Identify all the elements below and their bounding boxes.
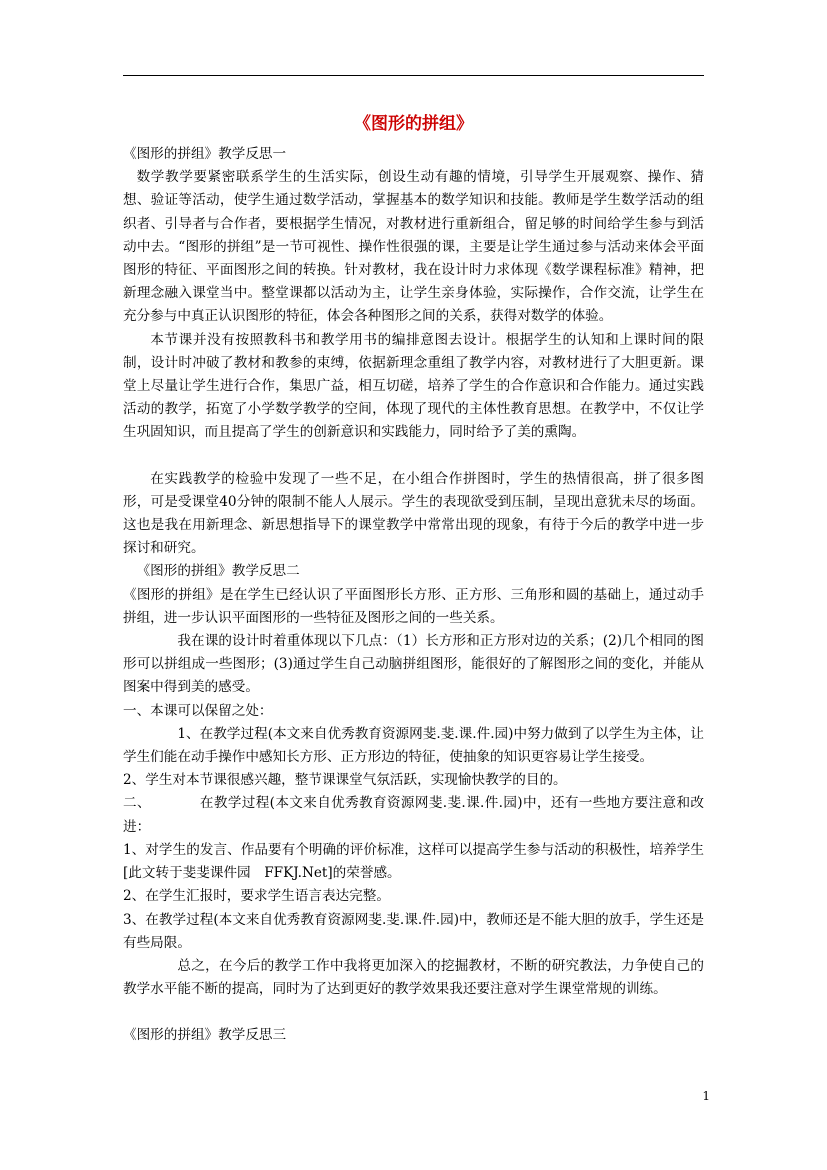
list-item: 1、对学生的发言、作品要有个明确的评价标准，这样可以提高学生参与活动的积极性，培养学生[此文转于斐斐课件园 FFKJ.Net]的荣誉感。 bbox=[123, 841, 704, 882]
paragraph: 本节课并没有按照教科书和教学用书的编排意图去设计。根据学生的认知和上课时间的限制，设计时冲破了教材和教参的束缚，依据新理念重组了教学内容，对教材进行了大胆更新。课堂上尽量让学生进行合作，集思广益，相互切磋，培养了学生的合作意识和合作能力。通过实践活动的教学，拓宽了小学数学教学的空间，体现了现代的主体性教育思想。在教学中，不仅让学生巩固知识，而且提高了学生的创新意识和实践能力，同时给予了美的熏陶。 bbox=[123, 331, 704, 441]
section-heading-2: 《图形的拼组》教学反思二 bbox=[136, 563, 300, 580]
header-rule bbox=[123, 75, 704, 76]
paragraph: 《图形的拼组》是在学生已经认识了平面图形长方形、正方形、三角形和圆的基础上，通过动手拼组，进一步认识平面图形的一些特征及图形之间的一些关系。 bbox=[123, 586, 704, 626]
list-item: 1、在教学过程(本文来自优秀教育资源网斐.斐.课.件.园)中努力做到了以学生为主体，让学生们能在动手操作中感知长方形、正方形边的特征，使抽象的知识更容易让学生接受。 bbox=[123, 725, 704, 766]
list-heading: 二、 在教学过程(本文来自优秀教育资源网斐.斐.课.件.园)中，还有一些地方要注意和改进： bbox=[123, 795, 704, 835]
paragraph: 总之，在今后的教学工作中我将更加深入的挖掘教材，不断的研究教法，力争使自己的教学水平能不断的提高，同时为了达到更好的教学效果我还要注意对学生课堂常规的训练。 bbox=[123, 957, 704, 998]
blank-line bbox=[123, 1001, 704, 1024]
blank-line bbox=[123, 445, 704, 468]
list-item: 2、在学生汇报时，要求学生语言表达完整。 bbox=[123, 888, 390, 905]
list-item: 3、在教学过程(本文来自优秀教育资源网斐.斐.课.件.园)中，教师还是不能大胆的放手，学生还是有些局限。 bbox=[123, 911, 704, 951]
list-item: 2、学生对本节课很感兴趣，整节课课堂气氛活跃，实现愉快教学的目的。 bbox=[123, 772, 567, 789]
document-body bbox=[123, 143, 704, 1048]
section-heading-3: 《图形的拼组》教学反思三 bbox=[123, 1027, 287, 1044]
paragraph: 在实践教学的检验中发现了一些不足，在小组合作拼图时，学生的热情很高，拼了很多图形，可是受课堂40分钟的限制不能人人展示。学生的表现欲受到压制，呈现出意犹未尽的场面。这也是我在用新理念、新思想指导下的课堂教学中常常出现的现象，有待于今后的教学中进一步探讨和研究。 bbox=[123, 470, 704, 557]
paragraph: 我在课的设计时着重体现以下几点：（1）长方形和正方形对边的关系；(2)几个相同的图形可以拼组成一些图形；(3)通过学生自己动脑拼组图形，能很好的了解图形之间的变化，并能从图案中得到美的感受。 bbox=[123, 633, 704, 696]
page-number: 1 bbox=[702, 1089, 710, 1103]
list-heading: 一、本课可以保留之处： bbox=[123, 702, 273, 719]
paragraph: 数学教学要紧密联系学生的生活实际，创设生动有趣的情境，引导学生开展观察、操作、猜想、验证等活动，使学生通过数学活动，掌握基本的数学知识和技能。教师是学生数学活动的组织者、引导者与合作者，要根据学生情况，对教材进行重新组合，留足够的时间给学生参与到活动中去。“图形的拼组”是一节可视性、操作性很强的课，主要是让学生通过参与活动来体会平面图形的特征、平面图形之间的转换。针对教材，我在设计时力求体现《数学课程标准》精神，把新理念融入课堂当中。整堂课都以活动为主，让学生亲身体验，实际操作，合作交流，让学生在充分参与中真正认识图形的特征，体会各种图形之间的关系，获得对数学的体验。 bbox=[123, 169, 704, 325]
section-heading-1: 《图形的拼组》教学反思一 bbox=[123, 146, 287, 162]
document-title: 《图形的拼组》 bbox=[354, 114, 473, 134]
